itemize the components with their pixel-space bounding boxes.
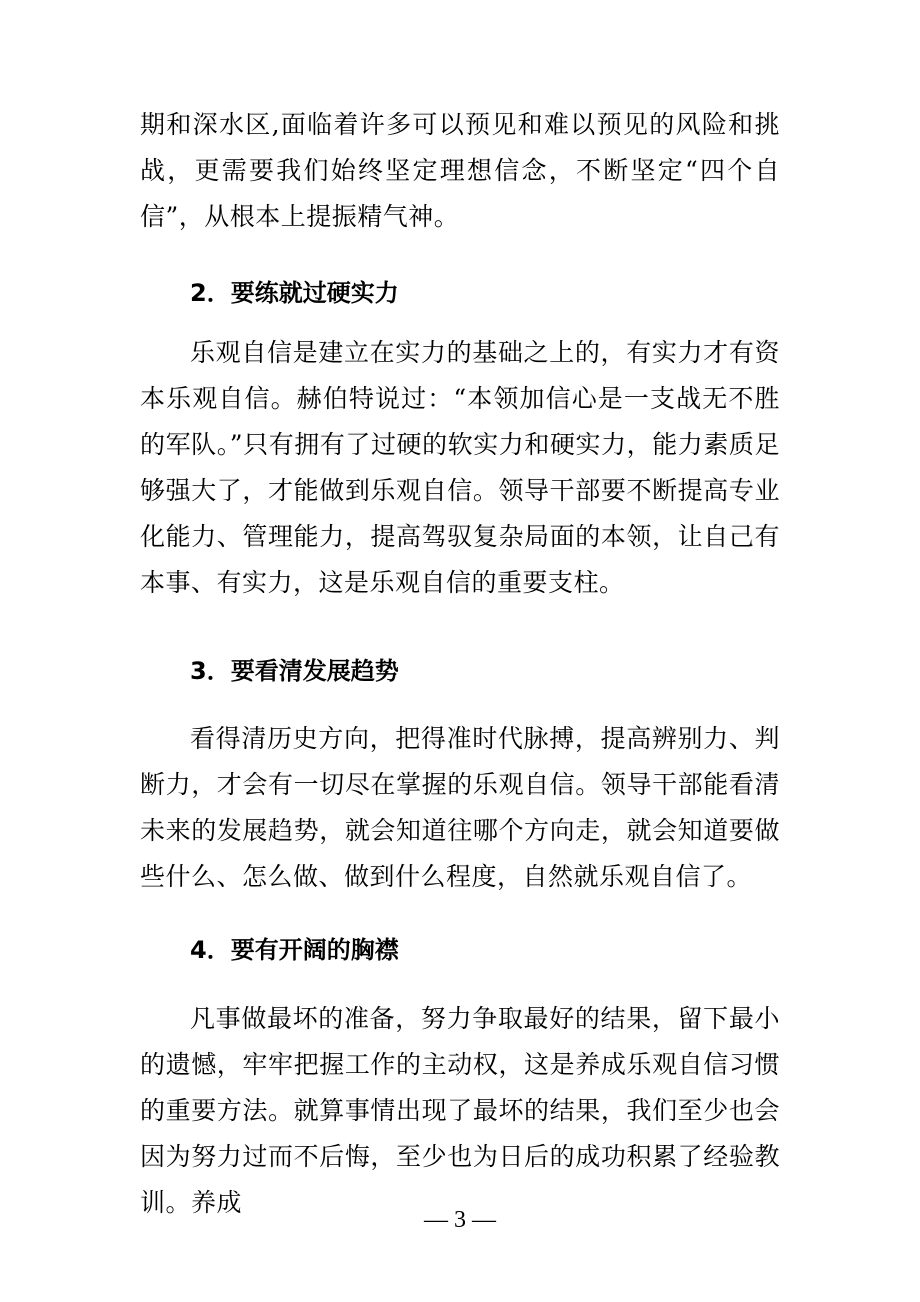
page-number: — 3 — — [424, 1207, 496, 1233]
paragraph-continued: 期和深水区,面临着许多可以预见和难以预见的风险和挑战，更需要我们始终坚定理想信念，不断坚定“四个自信”，从根本上提振精气神。 — [140, 110, 780, 231]
section-heading-3: 3．要看清发展趋势 — [190, 657, 399, 685]
section-heading-2: 2．要练就过硬实力 — [190, 279, 399, 307]
section-heading-4: 4．要有开阔的胸襟 — [190, 936, 399, 964]
paragraph-3: 看得清历史方向，把得准时代脉搏，提高辨别力、判断力，才会有一切尽在掌握的乐观自信。领导干部能看清未来的发展趋势，就会知道往哪个方向走，就会知道要做些什么、怎么做、做到什么程度，自然就乐观自信了。 — [140, 724, 780, 891]
paragraph-2: 乐观自信是建立在实力的基础之上的，有实力才有资本乐观自信。赫伯特说过：“本领加信心是一支战无不胜的军队。”只有拥有了过硬的软实力和硬实力，能力素质足够强大了，才能做到乐观自信。领导干部要不断提高专业化能力、管理能力，提高驾驭复杂局面的本领，让自己有本事、有实力，这是乐观自信的重要支柱。 — [140, 338, 780, 597]
paragraph-4: 凡事做最坏的准备，努力争取最好的结果，留下最小的遗憾，牢牢把握工作的主动权，这是养成乐观自信习惯的重要方法。就算事情出现了最坏的结果，我们至少也会因为努力过而不后悔，至少也为日后的成功积累了经验教训。养成 — [140, 1004, 780, 1217]
